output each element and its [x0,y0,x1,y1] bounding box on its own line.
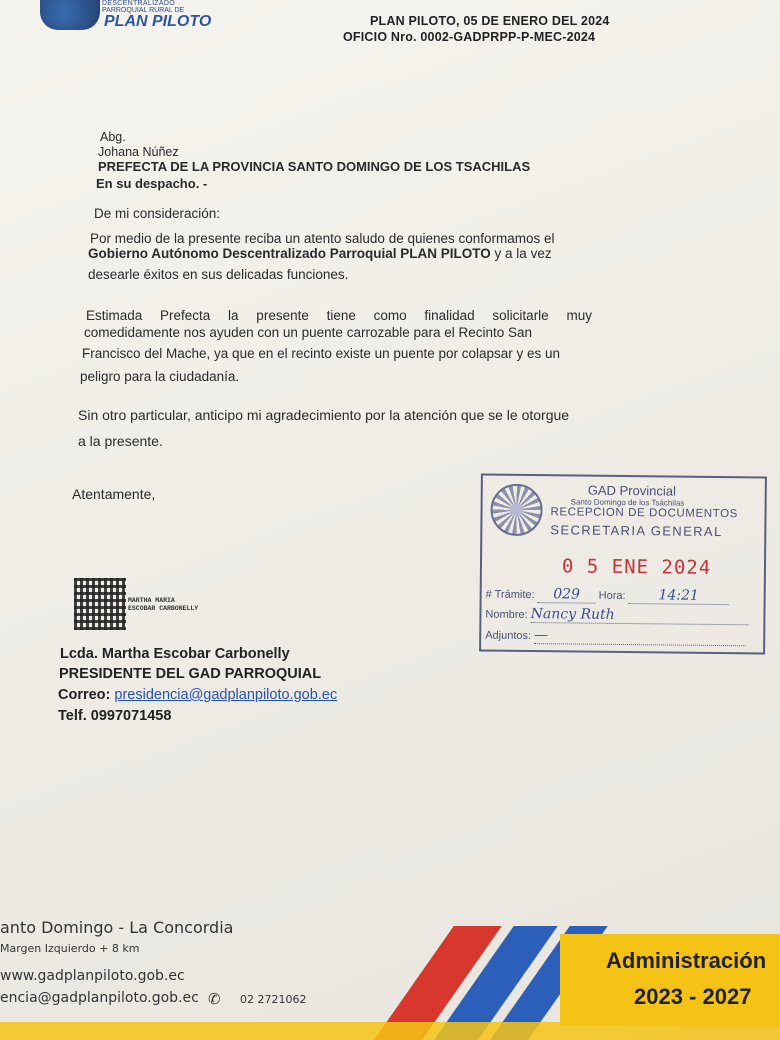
paragraph-2-line-1: Estimada Prefecta la presente tiene como finalidad solicitarle muy [86,308,592,323]
email-link[interactable]: presidencia@gadplanpiloto.gob.ec [114,687,338,703]
stamp-tramite-row [486,586,729,606]
brand-stripes [330,926,590,1026]
qr-signer-line-2: ESCOBAR CARBONELLY [128,605,199,612]
stamp-subtitle: Santo Domingo de los Tsáchilas [570,497,685,508]
signer-phone: Telf. 0997071458 [58,708,172,724]
stamp-nombre-row [485,606,748,626]
stamp-title: GAD Provincial [587,482,676,499]
signer-email-row [58,687,337,703]
logo-line-3: PLAN PILOTO [104,13,212,30]
signer-role: PRESIDENTE DEL GAD PARROQUIAL [59,666,322,682]
paragraph-1-line-2 [88,243,552,264]
admin-years: 2023 - 2027 [634,984,752,1009]
farewell: Atentamente, [72,486,156,502]
bottom-band [0,1022,780,1040]
paragraph-1-line-3: desearle éxitos en sus delicadas funciones. [88,267,349,282]
paragraph-3-line-1: Sin otro particular, anticipo mi agradecimiento por la atención que se le otorgue [78,407,570,423]
recipient-closing: En su despacho. - [96,176,208,191]
footer-city: anto Domingo - La Concordia [0,918,234,937]
greeting: De mi consideración: [94,206,221,221]
paragraph-2-line-3: Francisco del Mache, ya que en el recinto existe un puente por colapsar y es un [82,346,561,361]
paragraph-3-line-2: a la presente. [78,433,163,449]
footer-address: Margen Izquierdo + 8 km [0,942,140,955]
recipient-title: Abg. [100,130,126,144]
emblem-icon [40,0,100,30]
adjuntos-label: Adjuntos: [485,629,532,643]
stamp-dept-1: RECEPCION DE DOCUMENTOS [550,506,738,521]
paragraph-2-line-4: peligro para la ciudadanía. [80,369,240,384]
signer-name: Lcda. Martha Escobar Carbonelly [60,646,290,662]
logo-line-1: DESCENTRALIZADO [102,0,175,7]
tramite-value: 029 [538,586,596,604]
nombre-value: Nancy Ruth [531,606,749,625]
stamp-dept-2: SECRETARIA GENERAL [550,522,723,540]
recipient-position: PREFECTA DE LA PROVINCIA SANTO DOMINGO DE LOS TSACHILAS [98,159,531,174]
reception-stamp [479,474,767,655]
hora-label: Hora: [598,589,626,603]
footer-email[interactable]: encia@gadplanpiloto.gob.ec [0,990,199,1006]
administration-badge [560,934,780,1026]
gad-name-bold: Gobierno Autónomo Descentralizado Parroquial PLAN PILOTO [88,246,491,261]
stamp-adjuntos-row [485,627,746,647]
qr-signer-line-1: MARTHA MARIA [128,597,175,604]
logo-line-2: PARROQUIAL RURAL DE [102,7,185,14]
footer-web[interactable]: www.gadplanpiloto.gob.ec [0,968,185,984]
phone-icon: ✆ [208,991,221,1008]
oficio-number: OFICIO Nro. 0002-GADPRPP-P-MEC-2024 [343,30,596,44]
adjuntos-value: — [534,627,746,646]
email-label: Correo: [58,687,115,703]
admin-label: Administración [606,948,767,973]
gad-logo [40,0,220,34]
hora-value: 14:21 [629,587,729,605]
qr-code [74,578,126,630]
place-date: PLAN PILOTO, 05 DE ENERO DEL 2024 [370,14,610,28]
footer-phone: 02 2721062 [240,993,307,1006]
paragraph-1-line-1: Por medio de la presente reciba un atento saludo de quienes conformamos el [90,231,555,246]
paragraph-1-line-2-rest: y a la vez [490,246,552,261]
stamp-date: 0 5 ENE 2024 [561,555,712,579]
provincial-seal-icon [490,484,543,537]
recipient-name: Johana Núñez [98,145,179,159]
tramite-label: # Trámite: [485,588,535,602]
paragraph-2-line-2: comedidamente nos ayuden con un puente carrozable para el Recinto San [84,325,533,340]
nombre-label: Nombre: [485,608,528,622]
